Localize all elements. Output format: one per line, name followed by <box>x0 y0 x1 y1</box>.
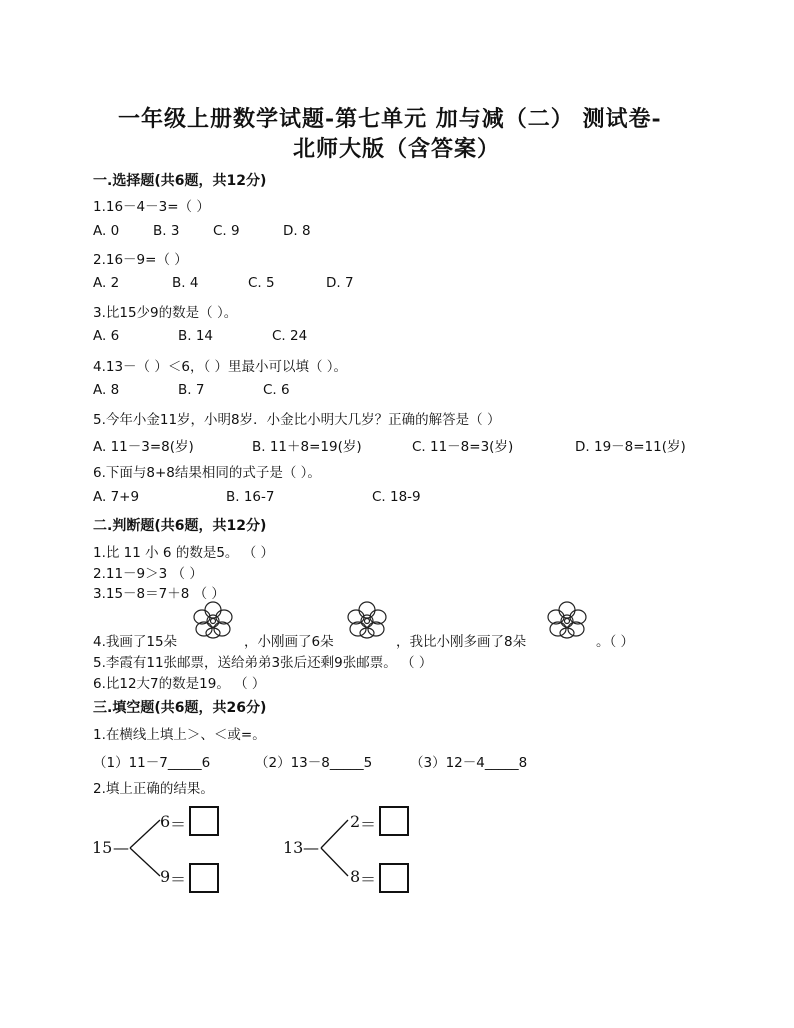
option: B. 4 <box>172 275 199 291</box>
judgement-item: 5.李霞有11张邮票，送给弟弟3张后还剩9张邮票。 （ ） <box>93 655 433 671</box>
question-stem: 4.13－（ ）＜6，（ ）里最小可以填（ ）。 <box>93 359 348 375</box>
answer-box[interactable] <box>379 863 409 893</box>
equals-sign: ＝ <box>170 815 187 834</box>
question-stem: 6.下面与8+8结果相同的式子是（ ）。 <box>93 465 321 481</box>
option: B. 16-7 <box>226 489 275 505</box>
option: C. 9 <box>213 223 240 239</box>
fill-part: （1）11－7_____6 <box>93 755 211 771</box>
diagram-dash: — <box>113 838 129 857</box>
flower-icon <box>344 600 390 640</box>
option: B. 3 <box>153 223 180 239</box>
answer-box[interactable] <box>189 806 219 836</box>
option: A. 11－3=8(岁) <box>93 439 194 455</box>
question-stem: 3.比15少9的数是（ ）。 <box>93 305 238 321</box>
question-stem: 1.16－4－3=（ ） <box>93 199 210 215</box>
diagram-bottom-number: 8 <box>350 867 361 886</box>
option: A. 6 <box>93 328 120 344</box>
diagram-top-number: 6 <box>160 812 171 831</box>
judgement-item-4-part4: 。（ ） <box>596 634 635 650</box>
section-heading-fill: 三.填空题(共6题，共26分) <box>93 700 267 716</box>
diagram-dash: — <box>303 838 319 857</box>
question-stem: 1.在横线上填上＞、＜或=。 <box>93 727 266 743</box>
option: C. 24 <box>272 328 308 344</box>
flower-icon <box>544 600 590 640</box>
equals-sign: ＝ <box>170 870 187 889</box>
judgement-item-4-part3: ，我比小刚多画了8朵 <box>396 634 527 650</box>
page-title-line2: 北师大版（含答案） <box>293 136 501 162</box>
judgement-item: 2.11－9＞3 （ ） <box>93 566 203 582</box>
judgement-item: 6.比12大7的数是19。 （ ） <box>93 676 266 692</box>
question-stem: 5.今年小金11岁，小明8岁．小金比小明大几岁？正确的解答是（ ） <box>93 412 501 428</box>
page-title-line1: 一年级上册数学试题-第七单元 加与减（二） 测试卷- <box>118 106 662 132</box>
option: D. 19－8=11(岁) <box>575 439 686 455</box>
judgement-item: 3.15－8＝7＋8 （ ） <box>93 586 225 602</box>
option: C. 5 <box>248 275 275 291</box>
option: C. 18-9 <box>372 489 421 505</box>
option: A. 8 <box>93 382 120 398</box>
equals-sign: ＝ <box>360 870 377 889</box>
option: D. 7 <box>326 275 354 291</box>
diagram-bottom-number: 9 <box>160 867 171 886</box>
judgement-item: 1.比 11 小 6 的数是5。 （ ） <box>93 545 274 561</box>
option: B. 11＋8=19(岁) <box>252 439 362 455</box>
option: A. 0 <box>93 223 120 239</box>
option: B. 14 <box>178 328 214 344</box>
answer-box[interactable] <box>189 863 219 893</box>
judgement-item-4-part2: ，小刚画了6朵 <box>244 634 334 650</box>
fill-part: （2）13－8_____5 <box>255 755 373 771</box>
question-stem: 2.填上正确的结果。 <box>93 781 214 797</box>
fill-part: （3）12－4_____8 <box>410 755 528 771</box>
diagram-total: 15 <box>92 838 113 857</box>
option: A. 7+9 <box>93 489 140 505</box>
equals-sign: ＝ <box>360 815 377 834</box>
flower-icon <box>190 600 236 640</box>
judgement-item-4-part1: 4.我画了15朵 <box>93 634 178 650</box>
section-heading-judgement: 二.判断题(共6题，共12分) <box>93 518 267 534</box>
answer-box[interactable] <box>379 806 409 836</box>
option: A. 2 <box>93 275 120 291</box>
diagram-top-number: 2 <box>350 812 361 831</box>
option: D. 8 <box>283 223 311 239</box>
option: B. 7 <box>178 382 205 398</box>
diagram-total: 13 <box>283 838 304 857</box>
option: C. 11－8=3(岁) <box>412 439 514 455</box>
section-heading-choice: 一.选择题(共6题，共12分) <box>93 173 267 189</box>
option: C. 6 <box>263 382 290 398</box>
question-stem: 2.16－9=（ ） <box>93 252 188 268</box>
